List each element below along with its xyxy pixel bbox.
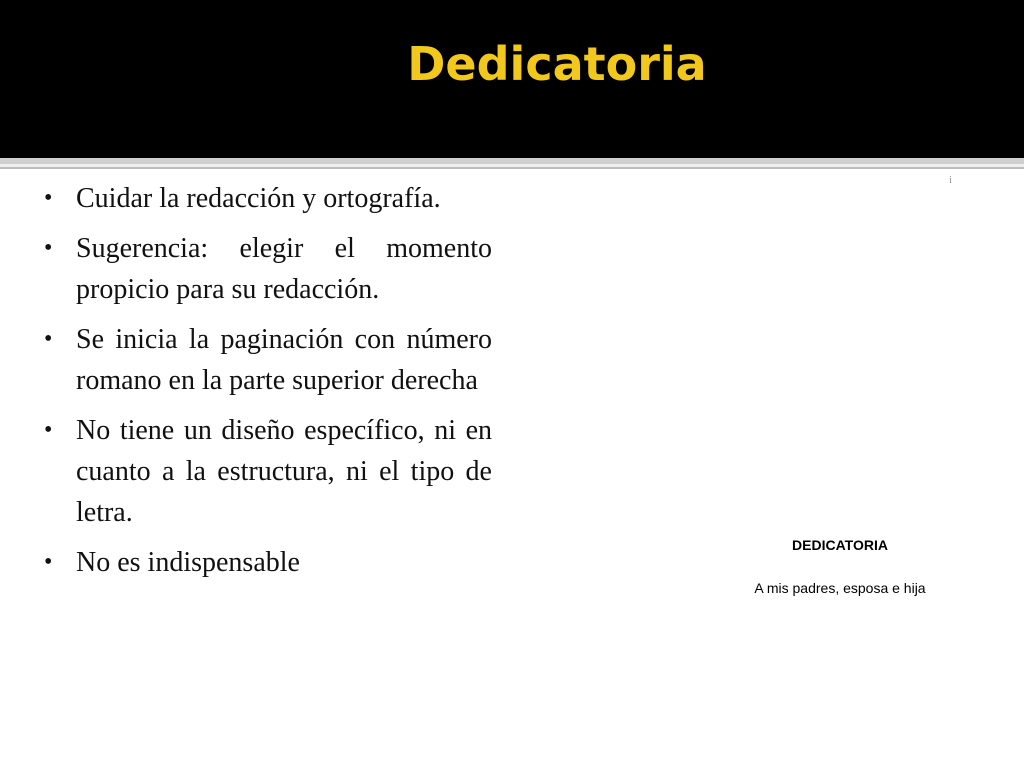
bullet-text: Se inicia la paginación con número romano en la parte superior derecha [76, 324, 492, 396]
bullet-item [44, 319, 492, 401]
bullet-list [44, 178, 492, 592]
bullet-dot-icon: • [44, 549, 53, 575]
bullet-dot-icon: • [44, 417, 53, 443]
dedication-heading: DEDICATORIA [792, 537, 888, 553]
header-divider-mid [0, 167, 1024, 169]
bullet-dot-icon: • [44, 235, 53, 261]
bullet-item [44, 410, 492, 533]
dedication-text: A mis padres, esposa e hija [754, 580, 926, 596]
bullet-text: Sugerencia: elegir el momento propicio para su redacción. [76, 233, 492, 305]
bullet-text: No tiene un diseño específico, ni en cuanto a la estructura, ni el tipo de letra. [76, 415, 492, 528]
slide-title: Dedicatoria [407, 37, 707, 91]
bullet-dot-icon: • [44, 326, 53, 352]
bullet-dot-icon: • [44, 185, 53, 211]
bullet-text: Cuidar la redacción y ortografía. [76, 183, 441, 214]
title-bar [0, 0, 1024, 158]
bullet-text: No es indispensable [76, 547, 300, 578]
bullet-item [44, 178, 492, 219]
bullet-item [44, 542, 492, 583]
example-page-number: i [949, 174, 953, 186]
bullet-item [44, 228, 492, 310]
